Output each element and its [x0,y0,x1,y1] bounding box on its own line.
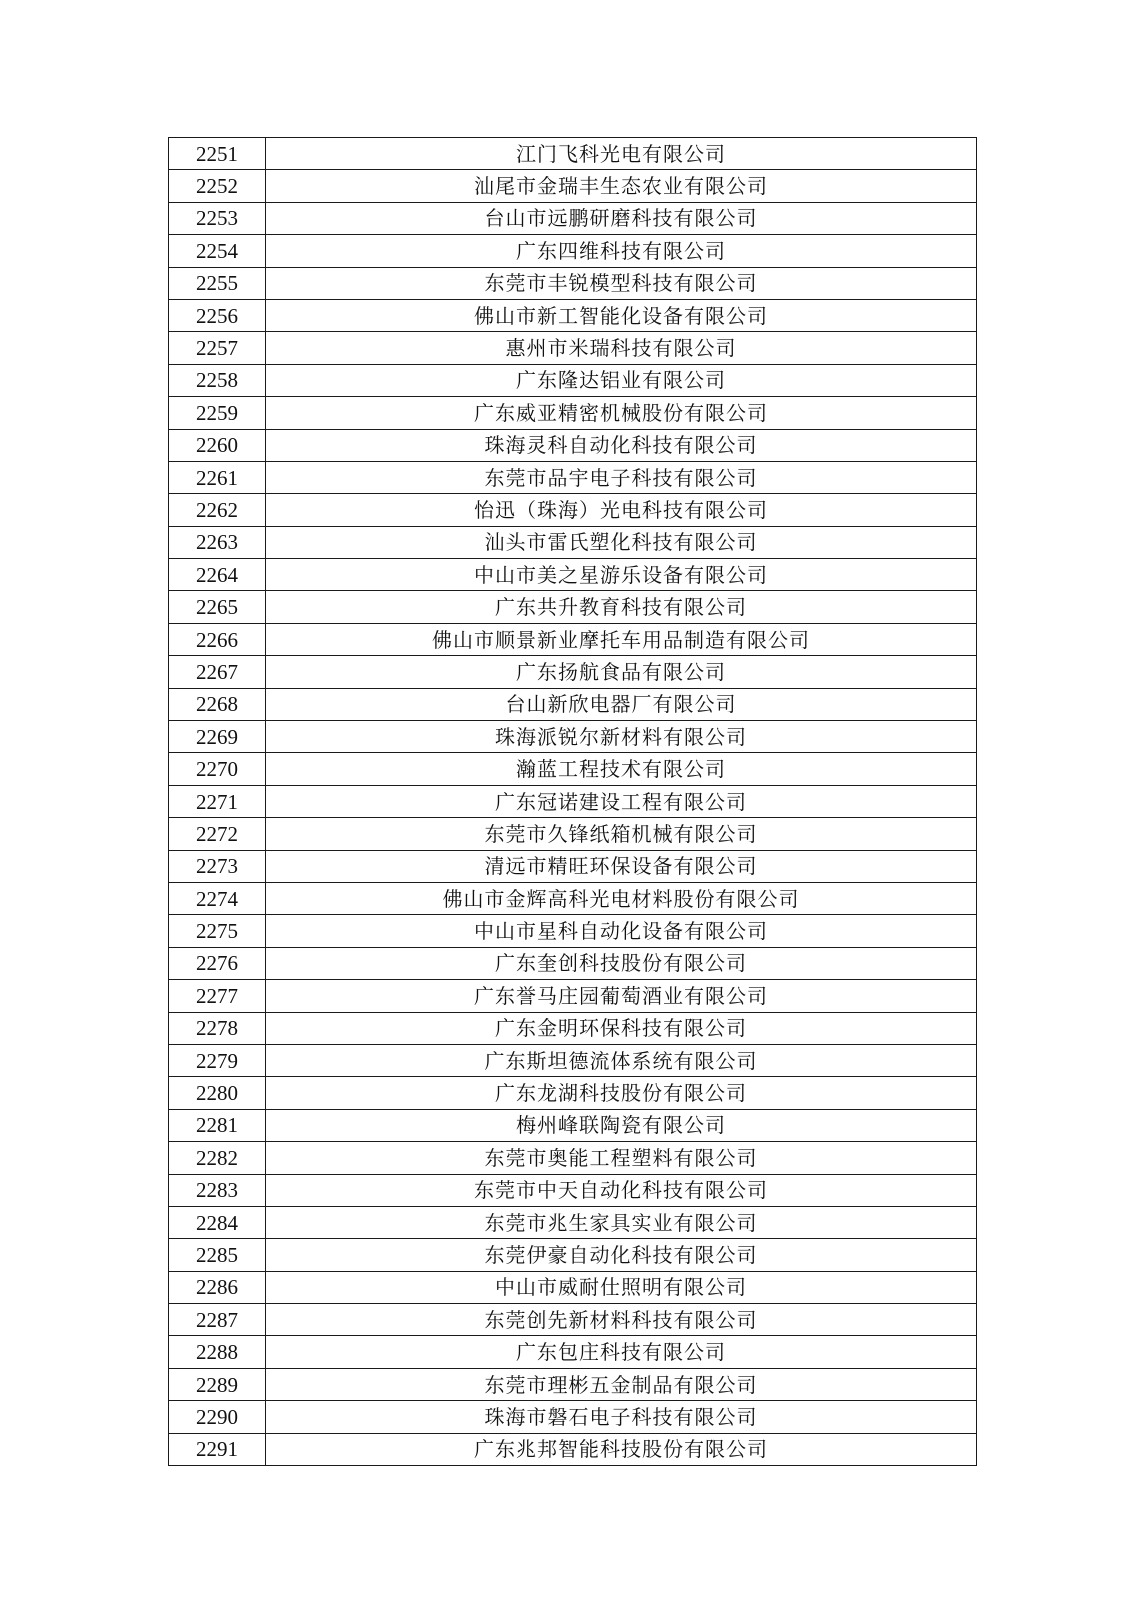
table-row [169,397,977,429]
table-row [169,721,977,753]
table-row [169,1206,977,1238]
row-number-cell: 2288 [169,1336,266,1368]
company-list-table [168,137,977,1466]
row-number-cell: 2263 [169,526,266,558]
row-number-cell: 2260 [169,429,266,461]
company-name-cell: 广东威亚精密机械股份有限公司 [266,397,977,429]
row-number-cell: 2255 [169,267,266,299]
table-row [169,1012,977,1044]
company-name-cell: 东莞市久锋纸箱机械有限公司 [266,818,977,850]
row-number-cell: 2279 [169,1044,266,1076]
row-number-cell: 2265 [169,591,266,623]
table-row [169,1304,977,1336]
row-number-cell: 2286 [169,1271,266,1303]
company-name-cell: 珠海派锐尔新材料有限公司 [266,721,977,753]
row-number-cell: 2270 [169,753,266,785]
table-row [169,882,977,914]
row-number-cell: 2275 [169,915,266,947]
company-name-cell: 东莞市理彬五金制品有限公司 [266,1368,977,1400]
table-row [169,235,977,267]
company-name-cell: 东莞市中天自动化科技有限公司 [266,1174,977,1206]
company-name-cell: 佛山市顺景新业摩托车用品制造有限公司 [266,623,977,655]
row-number-cell: 2287 [169,1304,266,1336]
row-number-cell: 2290 [169,1401,266,1433]
row-number-cell: 2259 [169,397,266,429]
table-row [169,1336,977,1368]
table-row [169,850,977,882]
row-number-cell: 2278 [169,1012,266,1044]
row-number-cell: 2261 [169,461,266,493]
table-row [169,299,977,331]
table-row [169,461,977,493]
company-name-cell: 瀚蓝工程技术有限公司 [266,753,977,785]
company-name-cell: 梅州峰联陶瓷有限公司 [266,1109,977,1141]
table-row [169,364,977,396]
company-name-cell: 东莞伊豪自动化科技有限公司 [266,1239,977,1271]
table-row [169,138,977,170]
row-number-cell: 2256 [169,299,266,331]
table-row [169,1142,977,1174]
row-number-cell: 2258 [169,364,266,396]
row-number-cell: 2264 [169,559,266,591]
row-number-cell: 2271 [169,785,266,817]
row-number-cell: 2254 [169,235,266,267]
company-name-cell: 珠海市磐石电子科技有限公司 [266,1401,977,1433]
company-name-cell: 台山市远鹏研磨科技有限公司 [266,202,977,234]
table-row [169,332,977,364]
table-row [169,656,977,688]
company-name-cell: 东莞创先新材料科技有限公司 [266,1304,977,1336]
company-name-cell: 汕尾市金瑞丰生态农业有限公司 [266,170,977,202]
row-number-cell: 2283 [169,1174,266,1206]
company-name-cell: 江门飞科光电有限公司 [266,138,977,170]
company-name-cell: 广东誉马庄园葡萄酒业有限公司 [266,980,977,1012]
company-name-cell: 怡迅（珠海）光电科技有限公司 [266,494,977,526]
company-name-cell: 广东包庄科技有限公司 [266,1336,977,1368]
company-name-cell: 中山市美之星游乐设备有限公司 [266,559,977,591]
row-number-cell: 2262 [169,494,266,526]
row-number-cell: 2282 [169,1142,266,1174]
company-name-cell: 佛山市金辉高科光电材料股份有限公司 [266,882,977,914]
table-row [169,1271,977,1303]
company-name-cell: 广东共升教育科技有限公司 [266,591,977,623]
table-row [169,980,977,1012]
table-row [169,688,977,720]
table-row [169,1368,977,1400]
table-row [169,785,977,817]
row-number-cell: 2291 [169,1433,266,1465]
table-row [169,559,977,591]
company-name-cell: 东莞市品宇电子科技有限公司 [266,461,977,493]
table-row [169,494,977,526]
company-name-cell: 东莞市兆生家具实业有限公司 [266,1206,977,1238]
company-name-cell: 汕头市雷氏塑化科技有限公司 [266,526,977,558]
table-row [169,1044,977,1076]
table-row [169,591,977,623]
table-row [169,1401,977,1433]
row-number-cell: 2276 [169,947,266,979]
company-name-cell: 台山新欣电器厂有限公司 [266,688,977,720]
row-number-cell: 2272 [169,818,266,850]
company-name-cell: 广东四维科技有限公司 [266,235,977,267]
row-number-cell: 2252 [169,170,266,202]
company-name-cell: 中山市威耐仕照明有限公司 [266,1271,977,1303]
table-row [169,947,977,979]
company-name-cell: 东莞市奥能工程塑料有限公司 [266,1142,977,1174]
company-name-cell: 广东扬航食品有限公司 [266,656,977,688]
company-name-cell: 广东隆达铝业有限公司 [266,364,977,396]
table-row [169,202,977,234]
row-number-cell: 2266 [169,623,266,655]
row-number-cell: 2251 [169,138,266,170]
company-name-cell: 广东金明环保科技有限公司 [266,1012,977,1044]
table-row [169,1433,977,1465]
table-row [169,267,977,299]
company-name-cell: 广东兆邦智能科技股份有限公司 [266,1433,977,1465]
company-name-cell: 清远市精旺环保设备有限公司 [266,850,977,882]
company-name-cell: 广东龙湖科技股份有限公司 [266,1077,977,1109]
table-row [169,623,977,655]
company-name-cell: 广东奎创科技股份有限公司 [266,947,977,979]
company-name-cell: 广东冠诺建设工程有限公司 [266,785,977,817]
company-name-cell: 东莞市丰锐模型科技有限公司 [266,267,977,299]
row-number-cell: 2281 [169,1109,266,1141]
table-row [169,526,977,558]
company-name-cell: 佛山市新工智能化设备有限公司 [266,299,977,331]
row-number-cell: 2257 [169,332,266,364]
company-list-body [169,138,977,1466]
row-number-cell: 2284 [169,1206,266,1238]
company-name-cell: 广东斯坦德流体系统有限公司 [266,1044,977,1076]
table-row [169,915,977,947]
table-row [169,429,977,461]
table-row [169,753,977,785]
row-number-cell: 2253 [169,202,266,234]
row-number-cell: 2269 [169,721,266,753]
company-name-cell: 惠州市米瑞科技有限公司 [266,332,977,364]
table-row [169,170,977,202]
table-row [169,1109,977,1141]
row-number-cell: 2277 [169,980,266,1012]
table-row [169,1239,977,1271]
table-row [169,1174,977,1206]
row-number-cell: 2268 [169,688,266,720]
company-name-cell: 中山市星科自动化设备有限公司 [266,915,977,947]
row-number-cell: 2267 [169,656,266,688]
table-row [169,818,977,850]
row-number-cell: 2285 [169,1239,266,1271]
row-number-cell: 2280 [169,1077,266,1109]
table-row [169,1077,977,1109]
row-number-cell: 2289 [169,1368,266,1400]
row-number-cell: 2273 [169,850,266,882]
company-name-cell: 珠海灵科自动化科技有限公司 [266,429,977,461]
row-number-cell: 2274 [169,882,266,914]
